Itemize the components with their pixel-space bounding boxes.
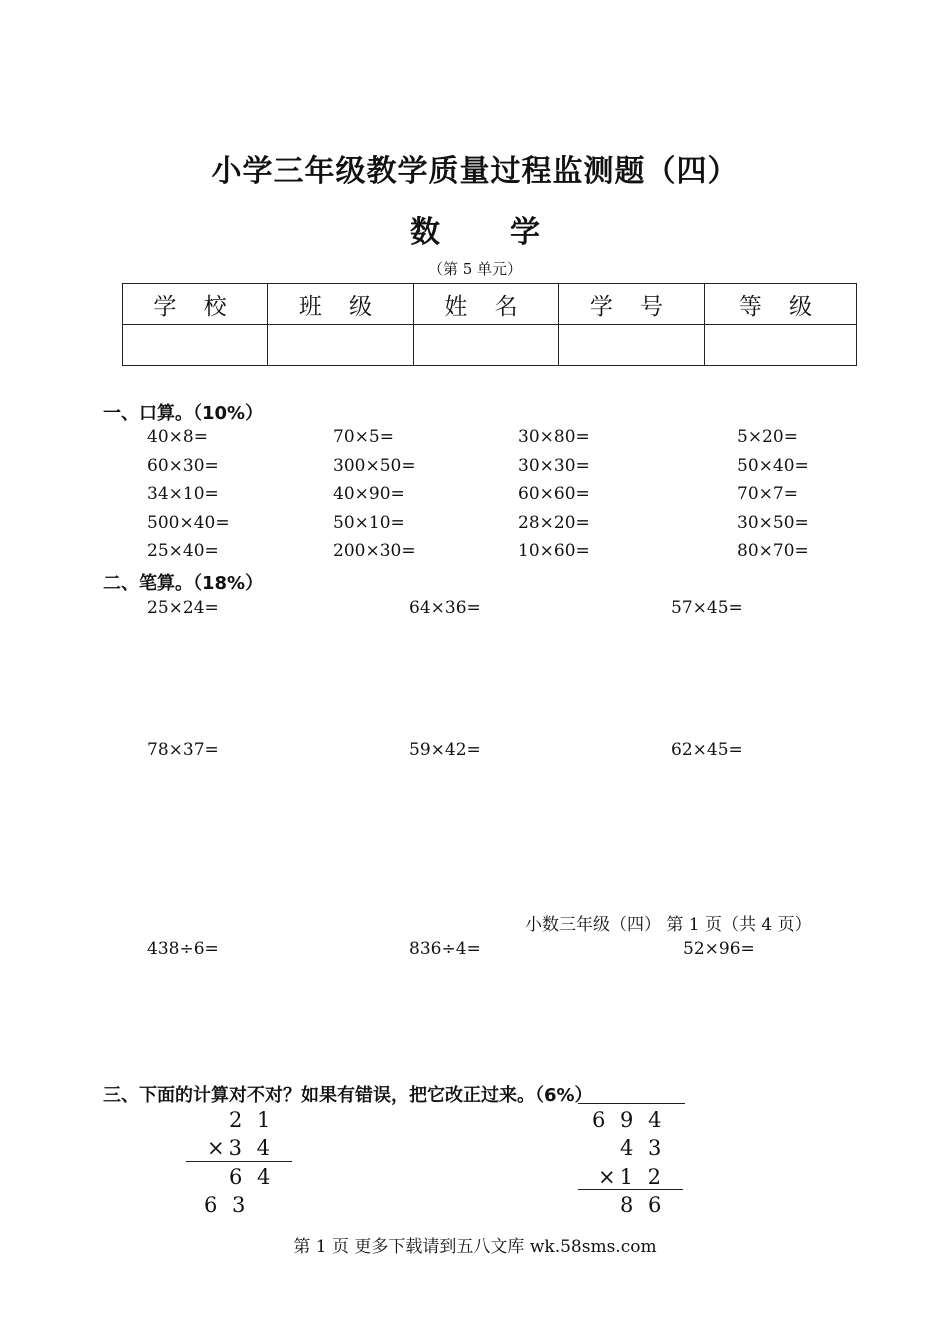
calc2-line-1: 6 9 4 [592, 1108, 666, 1132]
calc2-result: 8 6 [620, 1193, 666, 1217]
calc1-rule [186, 1161, 292, 1162]
calc1-multiplier: ×3 4 [207, 1136, 274, 1160]
oral-problem: 30×30= [518, 456, 590, 476]
class-field[interactable] [268, 325, 414, 366]
written-problem: 52×96= [683, 939, 755, 959]
oral-problem: 40×8= [147, 427, 208, 447]
oral-problem: 30×80= [518, 427, 590, 447]
written-problem: 64×36= [409, 598, 481, 618]
unit-label: （第 5 单元） [427, 260, 523, 278]
written-problem: 78×37= [147, 740, 219, 760]
oral-problem: 70×5= [333, 427, 394, 447]
subject-char-1: 数 [410, 215, 440, 250]
calc1-partial-1: 6 4 [229, 1165, 275, 1189]
written-problem: 25×24= [147, 598, 219, 618]
oral-problem: 25×40= [147, 541, 219, 561]
page-footer: 第 1 页 更多下载请到五八文库 wk.58sms.com [293, 1237, 657, 1257]
written-problem: 836÷4= [409, 939, 481, 959]
written-problem: 59×42= [409, 740, 481, 760]
info-header-grade: 等 级 [705, 284, 857, 325]
page-note: 小数三年级（四） 第 1 页（共 4 页） [525, 915, 812, 935]
info-header-row [123, 284, 857, 325]
written-problem: 57×45= [671, 598, 743, 618]
school-field[interactable] [123, 325, 268, 366]
heading-rule [578, 1103, 685, 1104]
oral-problem: 200×30= [333, 541, 416, 561]
calc2-multiplier: ×1 2 [598, 1165, 665, 1189]
oral-problem: 5×20= [737, 427, 798, 447]
oral-problem: 50×10= [333, 513, 405, 533]
calc2-rule [578, 1189, 683, 1190]
oral-problem: 40×90= [333, 484, 405, 504]
oral-problem: 300×50= [333, 456, 416, 476]
info-header-name: 姓 名 [414, 284, 559, 325]
section3-heading: 三、下面的计算对不对？如果有错误，把它改正过来。（6%） [103, 1085, 593, 1106]
written-problem: 438÷6= [147, 939, 219, 959]
section2-heading: 二、笔算。（18%） [103, 573, 264, 594]
oral-problem: 34×10= [147, 484, 219, 504]
info-header-class: 班 级 [268, 284, 414, 325]
name-field[interactable] [414, 325, 559, 366]
oral-problem: 70×7= [737, 484, 798, 504]
info-header-number: 学 号 [559, 284, 705, 325]
calc1-multiplicand: 2 1 [229, 1108, 275, 1132]
info-header-school: 学 校 [123, 284, 268, 325]
number-field[interactable] [559, 325, 705, 366]
student-info-table [122, 283, 857, 366]
written-problem: 62×45= [671, 740, 743, 760]
section1-heading: 一、口算。（10%） [103, 403, 264, 424]
grade-field[interactable] [705, 325, 857, 366]
page-title: 小学三年级教学质量过程监测题（四） [211, 154, 739, 189]
subject-title [0, 207, 950, 251]
calc1-partial-2: 6 3 [204, 1193, 250, 1217]
oral-problem: 50×40= [737, 456, 809, 476]
oral-problem: 80×70= [737, 541, 809, 561]
info-blank-row [123, 325, 857, 366]
oral-problem: 28×20= [518, 513, 590, 533]
oral-problem: 60×60= [518, 484, 590, 504]
oral-problem: 500×40= [147, 513, 230, 533]
oral-problem: 10×60= [518, 541, 590, 561]
subject-char-2: 学 [510, 215, 540, 250]
calc2-line-2: 4 3 [620, 1136, 666, 1160]
oral-problem: 30×50= [737, 513, 809, 533]
oral-problem: 60×30= [147, 456, 219, 476]
